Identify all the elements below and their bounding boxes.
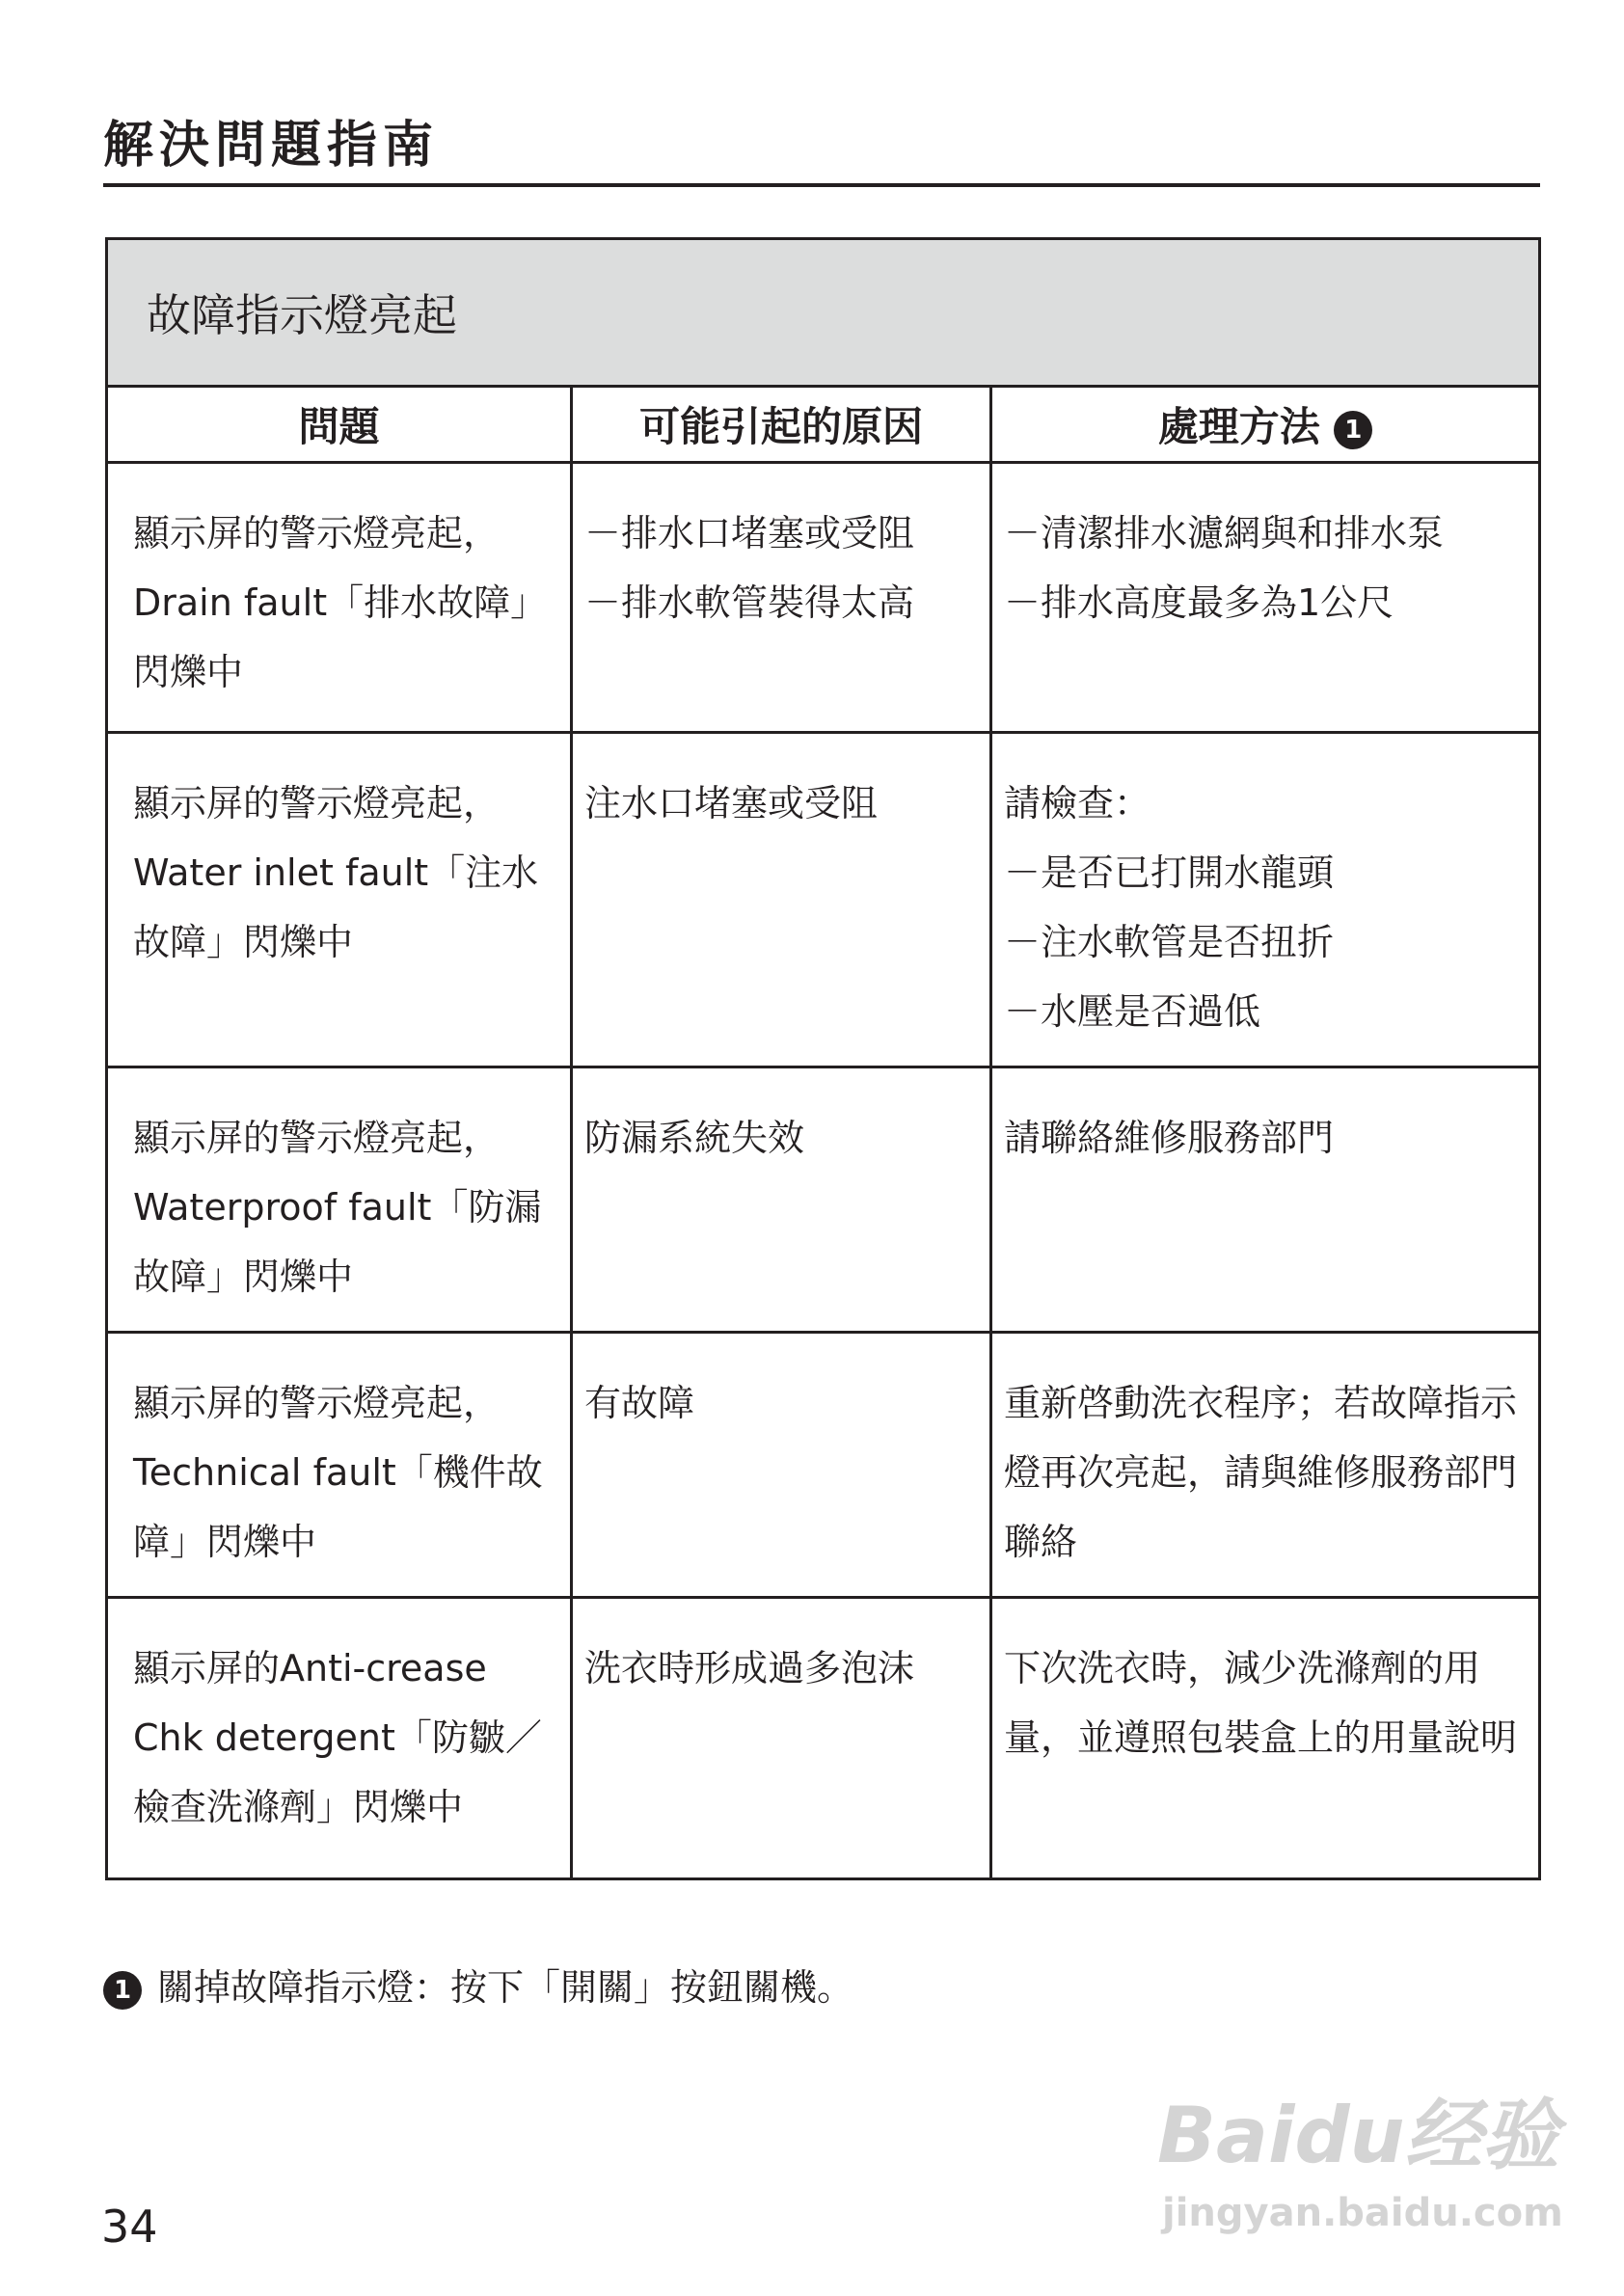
cause-cell-line: －排水軟管裝得太高 [584, 581, 915, 624]
cause-cell-line: 有故障 [584, 1382, 695, 1424]
solution-cell [991, 1333, 1540, 1598]
column-header-cause: 可能引起的原因 [572, 387, 991, 463]
solution-cell-line: 請檢查： [1004, 782, 1151, 824]
solution-cell-line: －是否已打開水龍頭 [1004, 851, 1335, 894]
problem-cell: 顯示屏的Anti-crease Chk detergent「防皺／檢查洗滌劑」閃爍中 [107, 1598, 572, 1879]
solution-cell-line: 重新啓動洗衣程序；若故障指示燈再次亮起，請與維修服務部門聯絡 [1004, 1382, 1518, 1563]
problem-cell: 顯示屏的警示燈亮起，Technical fault「機件故障」閃爍中 [107, 1333, 572, 1598]
solution-cell-line: －排水高度最多為1公尺 [1004, 581, 1394, 624]
watermark-url: jingyan.baidu.com [1162, 2191, 1563, 2235]
table-row [107, 463, 1540, 733]
footnote-text: 關掉故障指示燈：按下「開關」按鈕關機。 [157, 1966, 854, 2009]
cause-cell-line: 洗衣時形成過多泡沫 [584, 1647, 915, 1689]
page-title: 解決問題指南 [103, 117, 440, 175]
solution-cell-line: －注水軟管是否扭折 [1004, 921, 1335, 963]
solution-cell [991, 1067, 1540, 1333]
solution-cell-line: 下次洗衣時，減少洗滌劑的用量，並遵照包裝盒上的用量說明 [1004, 1647, 1518, 1759]
table-row [107, 1598, 1540, 1879]
solution-cell [991, 733, 1540, 1067]
solution-cell-line: －清潔排水濾網與和排水泵 [1004, 512, 1445, 554]
cause-cell [572, 463, 991, 733]
problem-cell: 顯示屏的警示燈亮起，Drain fault「排水故障」閃爍中 [107, 463, 572, 733]
solution-cell [991, 1598, 1540, 1879]
footnote-marker-icon: 1 [103, 1971, 142, 2010]
watermark-logo: Baidu经验 [1157, 2091, 1559, 2180]
problem-cell: 顯示屏的警示燈亮起，Water inlet fault「注水故障」閃爍中 [107, 733, 572, 1067]
troubleshooting-table [105, 237, 1541, 1880]
cause-cell [572, 1598, 991, 1879]
page-number: 34 [101, 2201, 158, 2253]
cause-cell [572, 1333, 991, 1598]
cause-cell-line: －排水口堵塞或受阻 [584, 512, 915, 554]
title-divider [103, 183, 1540, 187]
cause-cell [572, 733, 991, 1067]
solution-cell-line: －水壓是否過低 [1004, 990, 1261, 1033]
cause-cell-line: 注水口堵塞或受阻 [584, 782, 879, 824]
problem-cell: 顯示屏的警示燈亮起，Waterproof fault「防漏故障」閃爍中 [107, 1067, 572, 1333]
table-caption: 故障指示燈亮起 [107, 239, 1540, 387]
column-header-solution: 處理方法 1 [991, 387, 1540, 463]
footnote [103, 1958, 853, 2011]
solution-cell [991, 463, 1540, 733]
footnote-marker-icon: 1 [1334, 411, 1372, 449]
table-row [107, 1067, 1540, 1333]
solution-cell-line: 請聯絡維修服務部門 [1004, 1117, 1335, 1159]
column-header-problem: 問題 [107, 387, 572, 463]
cause-cell-line: 防漏系統失效 [584, 1117, 805, 1159]
cause-cell [572, 1067, 991, 1333]
table-row [107, 1333, 1540, 1598]
table-row [107, 733, 1540, 1067]
